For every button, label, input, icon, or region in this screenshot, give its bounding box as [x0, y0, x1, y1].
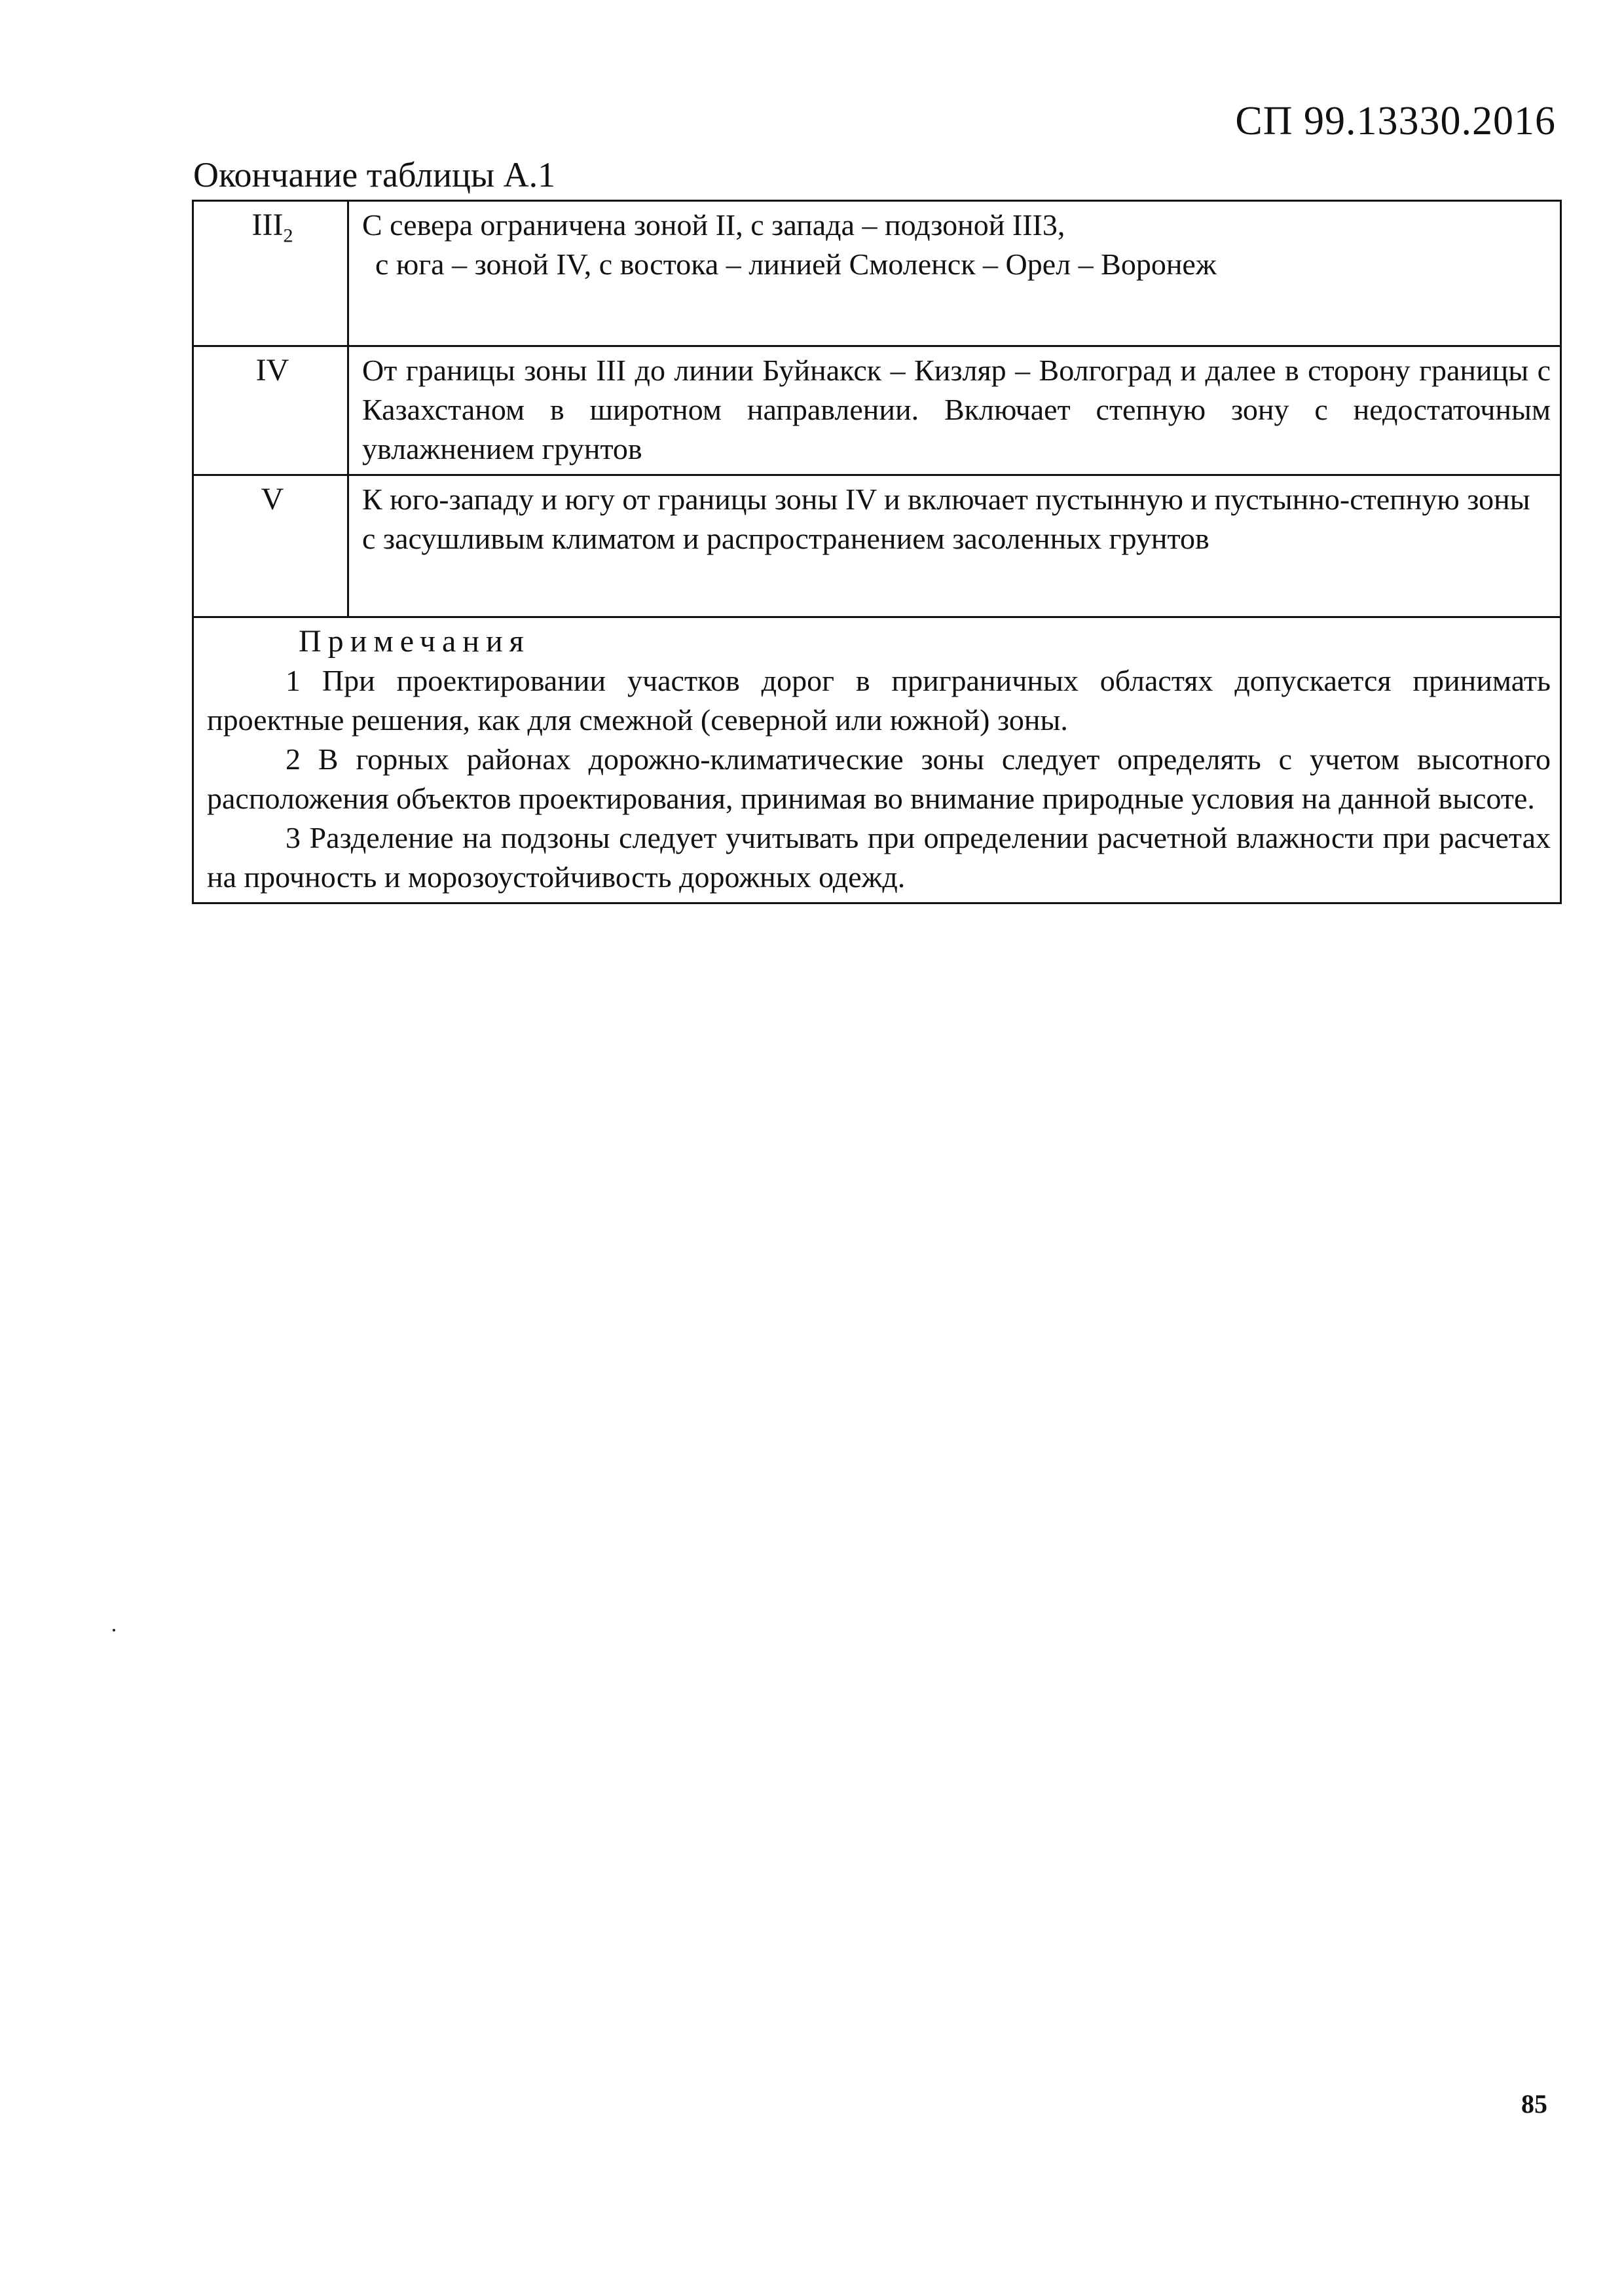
- description-line: С севера ограничена зоной II, с запада – подзоной III3,: [362, 208, 1065, 242]
- page-number: 85: [1521, 2089, 1547, 2119]
- note-item: 1 При проектировании участков дорог в приграничных областях допускается принимать проектные решения, как для смежной (северной или южной) зоны.: [207, 664, 1551, 737]
- notes-row: [193, 617, 1561, 903]
- zone-cell: V: [193, 475, 348, 617]
- notes-title: Примечания: [299, 624, 530, 659]
- table-row: [193, 475, 1561, 617]
- description-cell: От границы зоны III до линии Буйнакск – Кизляр – Волгоград и далее в сторону границы с Казахстаном в широтном направлении. Включает степную зону с недостаточным увлажнением грунтов: [348, 346, 1561, 475]
- description-cell: К юго-западу и югу от границы зоны IV и включает пустынную и пустынно-степную зоны с засушливым климатом и распространением засоленных грунтов: [348, 475, 1561, 617]
- zone-subscript: 2: [283, 225, 293, 247]
- zone-cell: IV: [193, 346, 348, 475]
- note-item: 2 В горных районах дорожно-климатические зоны следует определять с учетом высотного расположения объектов проектирования, принимая во внимание природные условия на данной высоте.: [207, 742, 1551, 815]
- document-code: СП 99.13330.2016: [1235, 99, 1556, 143]
- zones-table: [192, 200, 1562, 904]
- note-item: 3 Разделение на подзоны следует учитывать при определении расчетной влажности при расчетах на прочность и морозоустойчивость дорожных одежд.: [207, 821, 1551, 894]
- zone-cell: [193, 201, 348, 346]
- table-row: [193, 346, 1561, 475]
- description-cell: [348, 201, 1561, 346]
- table-row: [193, 201, 1561, 346]
- scan-speck: [113, 1629, 115, 1631]
- description-line: с юга – зоной IV, с востока – линией Смоленск – Орел – Воронеж: [375, 247, 1217, 281]
- table-caption: Окончание таблицы А.1: [193, 155, 556, 194]
- notes-cell: [193, 617, 1561, 903]
- zone-label: $III_2$: [251, 208, 293, 247]
